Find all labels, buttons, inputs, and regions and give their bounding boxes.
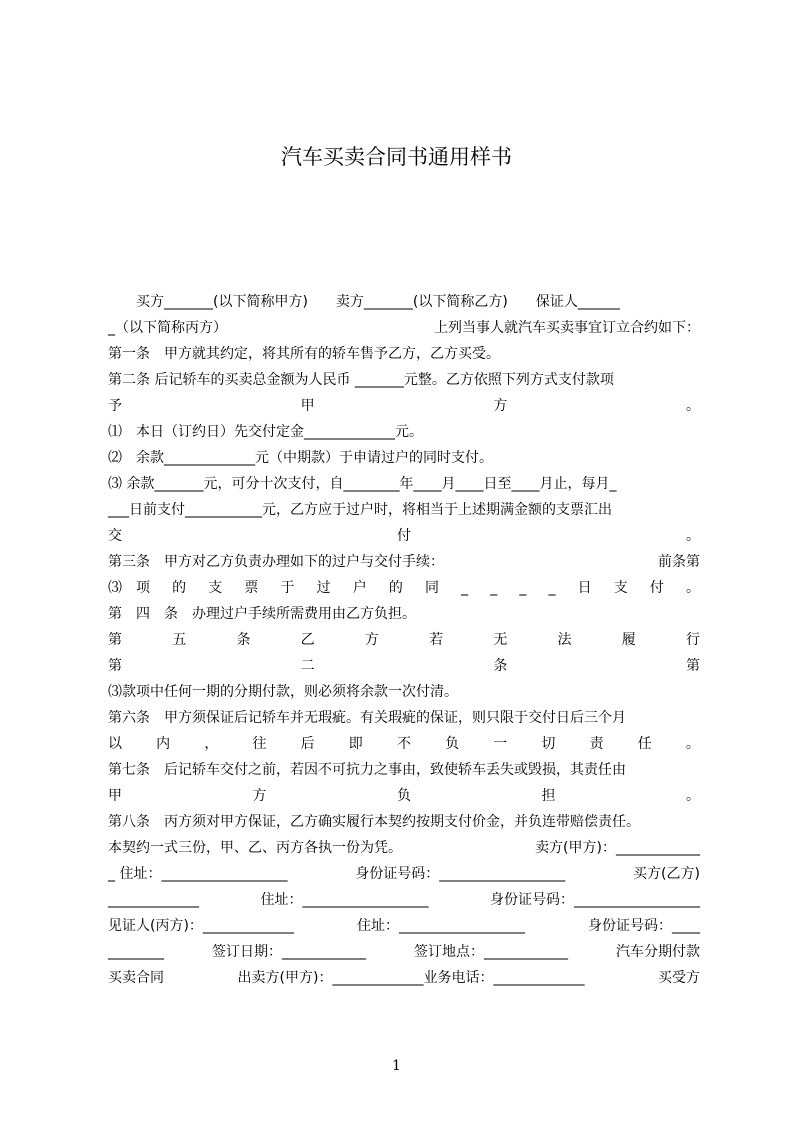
contract-text: 甲 xyxy=(108,788,122,804)
contract-text: 任 xyxy=(637,736,652,752)
contract-line xyxy=(108,913,700,939)
contract-line xyxy=(108,679,700,705)
contract-text: 身份证号码：__________________ xyxy=(355,866,566,882)
contract-text: ________ xyxy=(108,944,164,960)
contract-text: 前条第 xyxy=(658,554,700,570)
contract-text: 上列当事人就汽车买卖事宜订立合约如下： xyxy=(434,320,700,336)
contract-text: 法 xyxy=(557,632,572,648)
contract-line xyxy=(108,705,700,731)
contract-text: 即 xyxy=(348,736,363,752)
contract-line xyxy=(108,523,700,549)
contract-text: 第七条 后记轿车交付之前，若因不可抗力之事由，致使轿车丢失或毁损，其责任由 xyxy=(108,762,626,778)
contract-text: _ xyxy=(519,580,527,596)
contract-line xyxy=(108,289,700,315)
contract-line xyxy=(108,393,700,419)
contract-text: 往 xyxy=(252,736,267,752)
contract-text: _ 住址：__________________ xyxy=(108,866,288,882)
contract-line xyxy=(108,315,700,341)
contract-text: ⑵ 余款_____________元（中期款）于申请过户的同时支付。 xyxy=(108,450,493,466)
contract-line xyxy=(108,835,700,861)
contract-text: 乙 xyxy=(300,632,315,648)
contract-text: 负 xyxy=(397,788,411,804)
contract-line xyxy=(108,445,700,471)
contract-line xyxy=(108,731,700,757)
contract-text: 切 xyxy=(541,736,556,752)
contract-text: ___日前支付___________元，乙方应于过户时，将相当于上述期满金额的支票汇出 xyxy=(108,502,612,518)
contract-text: 内 xyxy=(156,736,171,752)
contract-text: 方 xyxy=(493,398,508,414)
contract-text: ⑴ 本日（订约日）先交付定金_____________元。 xyxy=(108,424,423,440)
contract-text: ⑶ 余款_______元，可分十次支付，自________年____月____日至____月止，每月_ xyxy=(108,476,617,492)
contract-text: 见证人(丙方)：_____________ xyxy=(108,918,294,934)
contract-text: _（以下简称丙方） xyxy=(108,320,227,336)
contract-line xyxy=(108,575,700,601)
contract-line xyxy=(108,757,700,783)
contract-text: 无 xyxy=(493,632,508,648)
contract-text: 的 xyxy=(388,580,403,596)
contract-text: 第六条 甲方须保证后记轿车并无瑕疵。有关瑕疵的保证，则只限于交付日后三个月 xyxy=(108,710,626,726)
contract-text: 予 xyxy=(108,398,122,414)
contract-text: 付 xyxy=(649,580,664,596)
contract-text: 第 xyxy=(108,632,122,648)
contract-text: 出卖方(甲方)：_____________业务电话：_____________ xyxy=(237,970,585,986)
contract-text: 若 xyxy=(429,632,444,648)
contract-text: ⑶ 项 xyxy=(108,580,150,596)
contract-text: _ xyxy=(461,580,469,596)
contract-text: 担 xyxy=(541,788,556,804)
contract-text: 的 xyxy=(172,580,187,596)
contract-text: 一 xyxy=(493,736,508,752)
contract-text: 负 xyxy=(445,736,460,752)
contract-text: 第 xyxy=(108,658,122,674)
contract-line xyxy=(108,367,700,393)
contract-text: 票 xyxy=(244,580,259,596)
contract-line xyxy=(108,601,700,627)
contract-text: 甲 xyxy=(300,398,315,414)
contract-text: 第八条 丙方须对甲方保证，乙方确实履行本契约按期支付价金，并负连带赔偿责任。 xyxy=(108,814,640,830)
contract-text: 方 xyxy=(364,632,379,648)
contract-text: 责 xyxy=(589,736,604,752)
contract-text: 身份证号码：__________________ xyxy=(490,892,700,908)
contract-text: 不 xyxy=(396,736,411,752)
contract-line xyxy=(108,861,700,887)
contract-line xyxy=(108,341,700,367)
contract-line xyxy=(108,809,700,835)
contract-text: 签订日期：____________ xyxy=(212,944,366,960)
contract-text: 支 xyxy=(208,580,223,596)
contract-text: 。 xyxy=(686,528,700,544)
contract-text: 签订地点：____________ xyxy=(414,944,568,960)
contract-text: 于 xyxy=(280,580,295,596)
contract-text: 第 四 条 办理过户手续所需费用由乙方负担。 xyxy=(108,606,416,622)
contract-text: _____________ xyxy=(108,892,199,908)
contract-line xyxy=(108,419,700,445)
contract-text: 付 xyxy=(397,528,411,544)
contract-text: 买受方 xyxy=(658,970,700,986)
contract-line xyxy=(108,627,700,653)
contract-line xyxy=(108,471,700,497)
contract-text: _ xyxy=(548,580,556,596)
contract-text: 身份证号码：____ xyxy=(588,918,700,934)
contract-text: 条 xyxy=(493,658,508,674)
contract-text: _ xyxy=(490,580,498,596)
contract-text: 第三条 甲方对乙方负责办理如下的过户与交付手续： xyxy=(108,554,444,570)
contract-text: 。 xyxy=(686,580,700,596)
page-number: 1 xyxy=(392,1058,401,1074)
contract-text: 买方(乙方) xyxy=(633,866,700,882)
contract-text: 买卖合同 xyxy=(108,970,164,986)
contract-line xyxy=(108,497,700,523)
contract-text: 日 xyxy=(577,580,592,596)
page-title: 汽车买卖合同书通用样书 xyxy=(281,145,512,169)
contract-body xyxy=(108,289,700,991)
contract-text: 支 xyxy=(613,580,628,596)
contract-line xyxy=(108,939,700,965)
contract-line xyxy=(108,783,700,809)
contract-text: 汽车分期付款 xyxy=(616,944,700,960)
contract-text: ⑶款项中任何一期的分期付款，则必须将余款一次付清。 xyxy=(108,684,458,700)
contract-text: 同 xyxy=(425,580,439,596)
contract-text: 二 xyxy=(300,658,315,674)
contract-text: 履 xyxy=(621,632,636,648)
contract-text: 第一条 甲方就其约定，将其所有的轿车售予乙方，乙方买受。 xyxy=(108,346,500,362)
contract-text: ， xyxy=(204,736,219,752)
contract-text: 住址：__________________ xyxy=(356,918,525,934)
contract-text: 本契约一式三份，甲、乙、丙方各执一份为凭。 xyxy=(108,840,402,856)
contract-text: 买方_______(以下简称甲方) 卖方_______(以下简称乙方) 保证人______ xyxy=(108,294,620,310)
contract-text: 以 xyxy=(108,736,122,752)
contract-text: 行 xyxy=(685,632,700,648)
contract-text: 。 xyxy=(686,788,700,804)
contract-text: 五 xyxy=(172,632,187,648)
contract-text: 方 xyxy=(252,788,267,804)
contract-line xyxy=(108,887,700,913)
contract-text: 后 xyxy=(300,736,315,752)
contract-text: 住址：__________________ xyxy=(260,892,429,908)
contract-text: 第 xyxy=(685,658,700,674)
contract-text: 。 xyxy=(685,736,700,752)
contract-line xyxy=(108,965,700,991)
contract-text: 卖方(甲方)：____________ xyxy=(535,840,700,856)
contract-line xyxy=(108,549,700,575)
contract-text: 交 xyxy=(108,528,122,544)
contract-line xyxy=(108,653,700,679)
contract-text: 。 xyxy=(685,398,700,414)
contract-text: 第二条 后记轿车的买卖总金额为人民币 _______元整。乙方依照下列方式支付款项 xyxy=(108,372,614,388)
contract-text: 户 xyxy=(352,580,367,596)
contract-text: 过 xyxy=(316,580,331,596)
contract-text: 条 xyxy=(236,632,251,648)
